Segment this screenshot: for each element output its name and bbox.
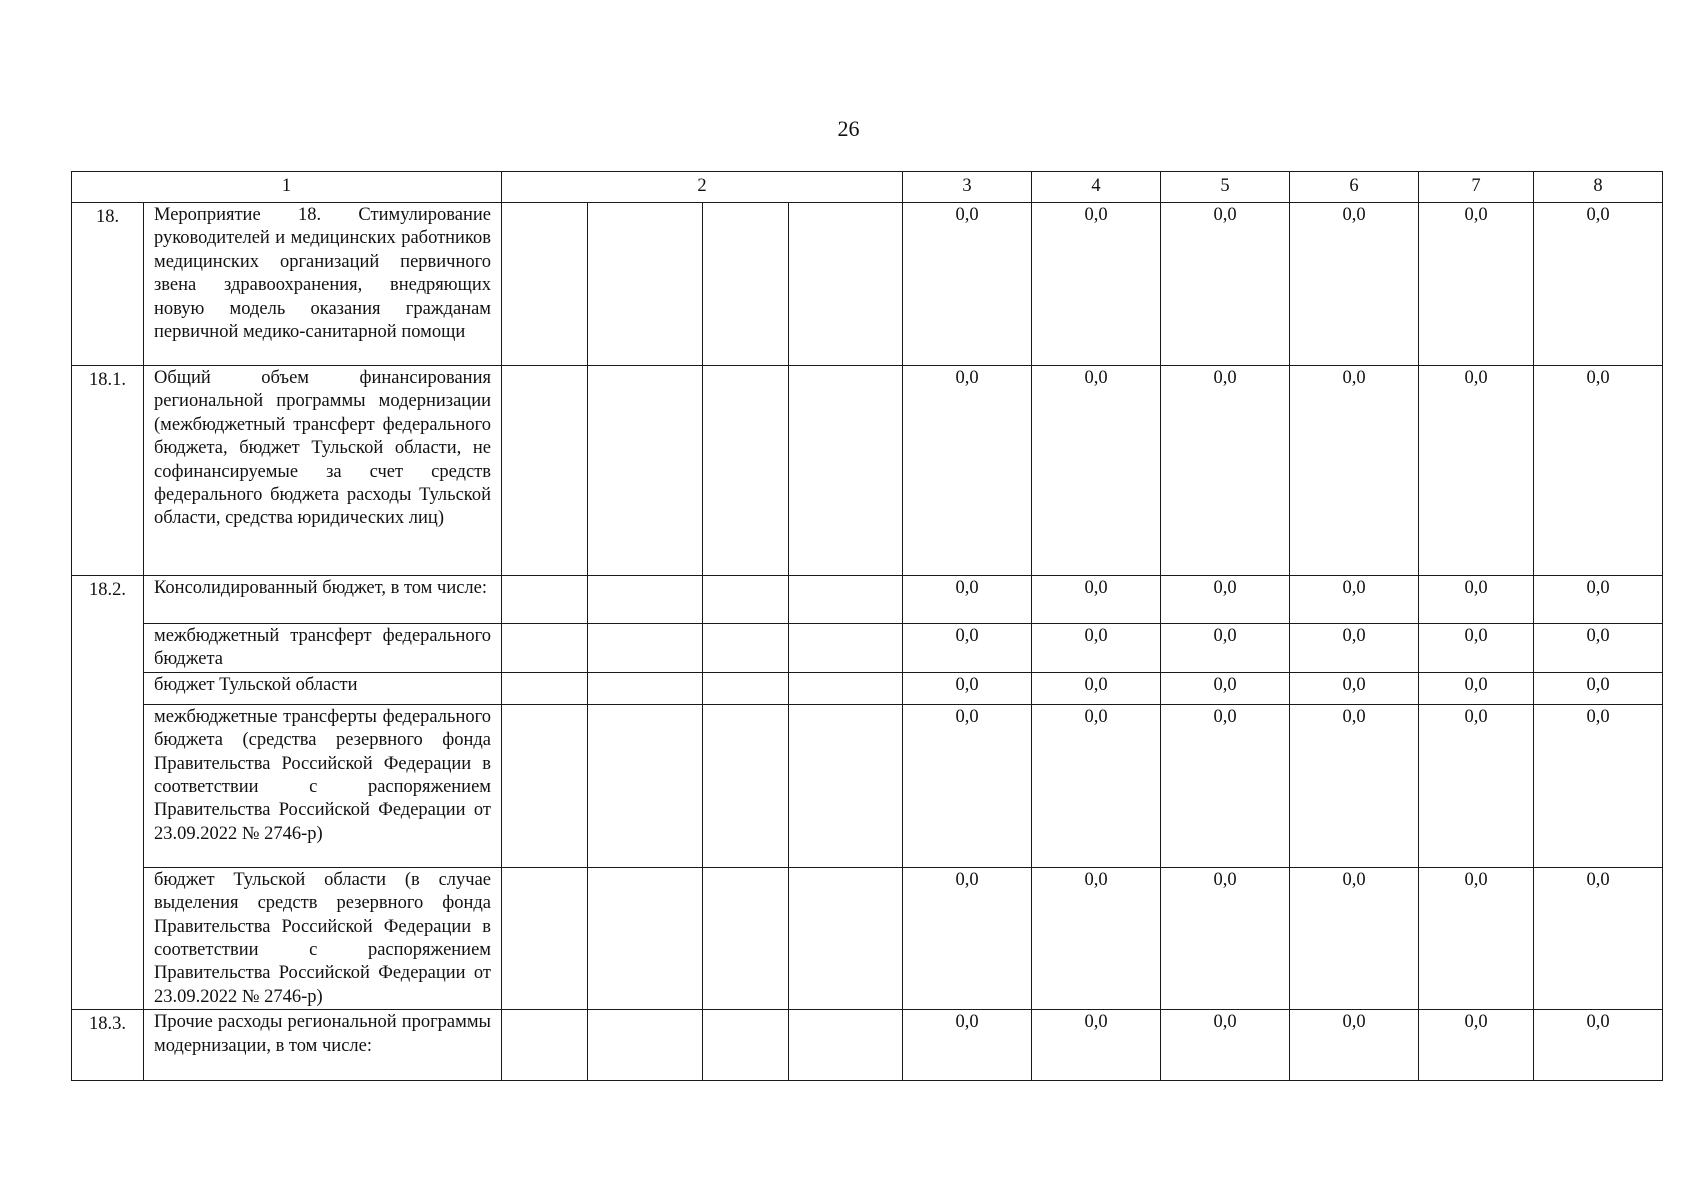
empty-cell — [703, 203, 789, 366]
value-cell: 0,0 — [1290, 704, 1419, 867]
value-cell: 0,0 — [1534, 366, 1663, 576]
empty-cell — [789, 366, 903, 576]
value-cell: 0,0 — [1032, 672, 1161, 704]
value-cell: 0,0 — [1534, 203, 1663, 366]
value-cell: 0,0 — [1032, 1010, 1161, 1081]
value-cell: 0,0 — [1290, 576, 1419, 624]
empty-cell — [502, 867, 588, 1009]
table-row — [72, 1010, 1663, 1081]
header-cell: 8 — [1534, 172, 1663, 203]
row-number — [72, 624, 144, 673]
value-cell: 0,0 — [1419, 366, 1534, 576]
table-row — [72, 867, 1663, 1009]
empty-cell — [703, 576, 789, 624]
value-cell: 0,0 — [1161, 672, 1290, 704]
value-cell: 0,0 — [1032, 366, 1161, 576]
header-row — [72, 172, 1663, 203]
value-cell: 0,0 — [1419, 867, 1534, 1009]
table-row — [72, 704, 1663, 867]
value-cell: 0,0 — [903, 576, 1032, 624]
empty-cell — [789, 704, 903, 867]
row-description: межбюджетные трансферты федерального бюджета (средства резервного фонда Правительства Российской Федерации в соответствии с распоряжением Правительства Российской Федерации от 23.09.2022 № 2746-р) — [144, 704, 502, 867]
row-description: Мероприятие 18. Стимулирование руководителей и медицинских работников медицинских организаций первичного звена здравоохранения, внедряющих новую модель оказания гражданам первичной медико-санитарной помощи — [144, 203, 502, 366]
empty-cell — [502, 1010, 588, 1081]
row-description: межбюджетный трансферт федерального бюджета — [144, 624, 502, 673]
empty-cell — [588, 867, 703, 1009]
row-number: 18.3. — [72, 1010, 144, 1081]
empty-cell — [502, 576, 588, 624]
empty-cell — [789, 576, 903, 624]
empty-cell — [703, 624, 789, 673]
empty-cell — [502, 624, 588, 673]
empty-cell — [789, 203, 903, 366]
value-cell: 0,0 — [1290, 672, 1419, 704]
value-cell: 0,0 — [1032, 203, 1161, 366]
empty-cell — [588, 624, 703, 673]
value-cell: 0,0 — [1290, 1010, 1419, 1081]
value-cell: 0,0 — [1161, 624, 1290, 673]
value-cell: 0,0 — [1032, 624, 1161, 673]
row-number — [72, 672, 144, 704]
value-cell: 0,0 — [1161, 203, 1290, 366]
table-row — [72, 624, 1663, 673]
row-description: Консолидированный бюджет, в том числе: — [144, 576, 502, 624]
empty-cell — [502, 704, 588, 867]
value-cell: 0,0 — [1161, 576, 1290, 624]
table-row — [72, 203, 1663, 366]
value-cell: 0,0 — [1290, 203, 1419, 366]
value-cell: 0,0 — [903, 1010, 1032, 1081]
header-cell: 3 — [903, 172, 1032, 203]
value-cell: 0,0 — [1419, 672, 1534, 704]
header-cell: 1 — [72, 172, 502, 203]
empty-cell — [502, 672, 588, 704]
row-description: бюджет Тульской области — [144, 672, 502, 704]
header-cell: 7 — [1419, 172, 1534, 203]
value-cell: 0,0 — [903, 672, 1032, 704]
value-cell: 0,0 — [1419, 1010, 1534, 1081]
row-description: бюджет Тульской области (в случае выделения средств резервного фонда Правительства Российской Федерации в соответствии с распоряжением Правительства Российской Федерации от 23.09.2022 № 2746-р) — [144, 867, 502, 1009]
value-cell: 0,0 — [1419, 624, 1534, 673]
value-cell: 0,0 — [903, 704, 1032, 867]
empty-cell — [588, 1010, 703, 1081]
value-cell: 0,0 — [903, 624, 1032, 673]
header-cell: 2 — [502, 172, 903, 203]
value-cell: 0,0 — [1534, 1010, 1663, 1081]
empty-cell — [789, 867, 903, 1009]
header-cell: 6 — [1290, 172, 1419, 203]
table-row — [72, 672, 1663, 704]
value-cell: 0,0 — [1032, 704, 1161, 867]
value-cell: 0,0 — [1534, 576, 1663, 624]
row-description: Общий объем финансирования региональной программы модернизации (межбюджетный трансферт федерального бюджета, бюджет Тульской области, не софинансируемые за счет средств федерального бюджета расходы Тульской области, средства юридических лиц) — [144, 366, 502, 576]
empty-cell — [588, 704, 703, 867]
value-cell: 0,0 — [1419, 576, 1534, 624]
value-cell: 0,0 — [903, 867, 1032, 1009]
empty-cell — [703, 867, 789, 1009]
empty-cell — [703, 366, 789, 576]
empty-cell — [588, 203, 703, 366]
value-cell: 0,0 — [1290, 867, 1419, 1009]
empty-cell — [588, 672, 703, 704]
value-cell: 0,0 — [1161, 867, 1290, 1009]
header-cell: 4 — [1032, 172, 1161, 203]
table-row — [72, 576, 1663, 624]
budget-table — [71, 171, 1663, 1081]
value-cell: 0,0 — [1032, 576, 1161, 624]
empty-cell — [789, 1010, 903, 1081]
value-cell: 0,0 — [1290, 366, 1419, 576]
row-number — [72, 704, 144, 867]
value-cell: 0,0 — [903, 203, 1032, 366]
table-row — [72, 366, 1663, 576]
row-number: 18.1. — [72, 366, 144, 576]
value-cell: 0,0 — [903, 366, 1032, 576]
value-cell: 0,0 — [1161, 704, 1290, 867]
empty-cell — [502, 366, 588, 576]
row-number — [72, 867, 144, 1009]
empty-cell — [502, 203, 588, 366]
page-number: 26 — [837, 116, 860, 141]
empty-cell — [703, 672, 789, 704]
row-description: Прочие расходы региональной программы модернизации, в том числе: — [144, 1010, 502, 1081]
value-cell: 0,0 — [1161, 366, 1290, 576]
row-number: 18.2. — [72, 576, 144, 624]
row-number: 18. — [72, 203, 144, 366]
value-cell: 0,0 — [1534, 624, 1663, 673]
value-cell: 0,0 — [1419, 704, 1534, 867]
empty-cell — [703, 1010, 789, 1081]
empty-cell — [789, 672, 903, 704]
header-cell: 5 — [1161, 172, 1290, 203]
value-cell: 0,0 — [1534, 672, 1663, 704]
empty-cell — [703, 704, 789, 867]
empty-cell — [789, 624, 903, 673]
value-cell: 0,0 — [1161, 1010, 1290, 1081]
value-cell: 0,0 — [1534, 704, 1663, 867]
value-cell: 0,0 — [1032, 867, 1161, 1009]
value-cell: 0,0 — [1419, 203, 1534, 366]
empty-cell — [588, 576, 703, 624]
empty-cell — [588, 366, 703, 576]
value-cell: 0,0 — [1534, 867, 1663, 1009]
value-cell: 0,0 — [1290, 624, 1419, 673]
